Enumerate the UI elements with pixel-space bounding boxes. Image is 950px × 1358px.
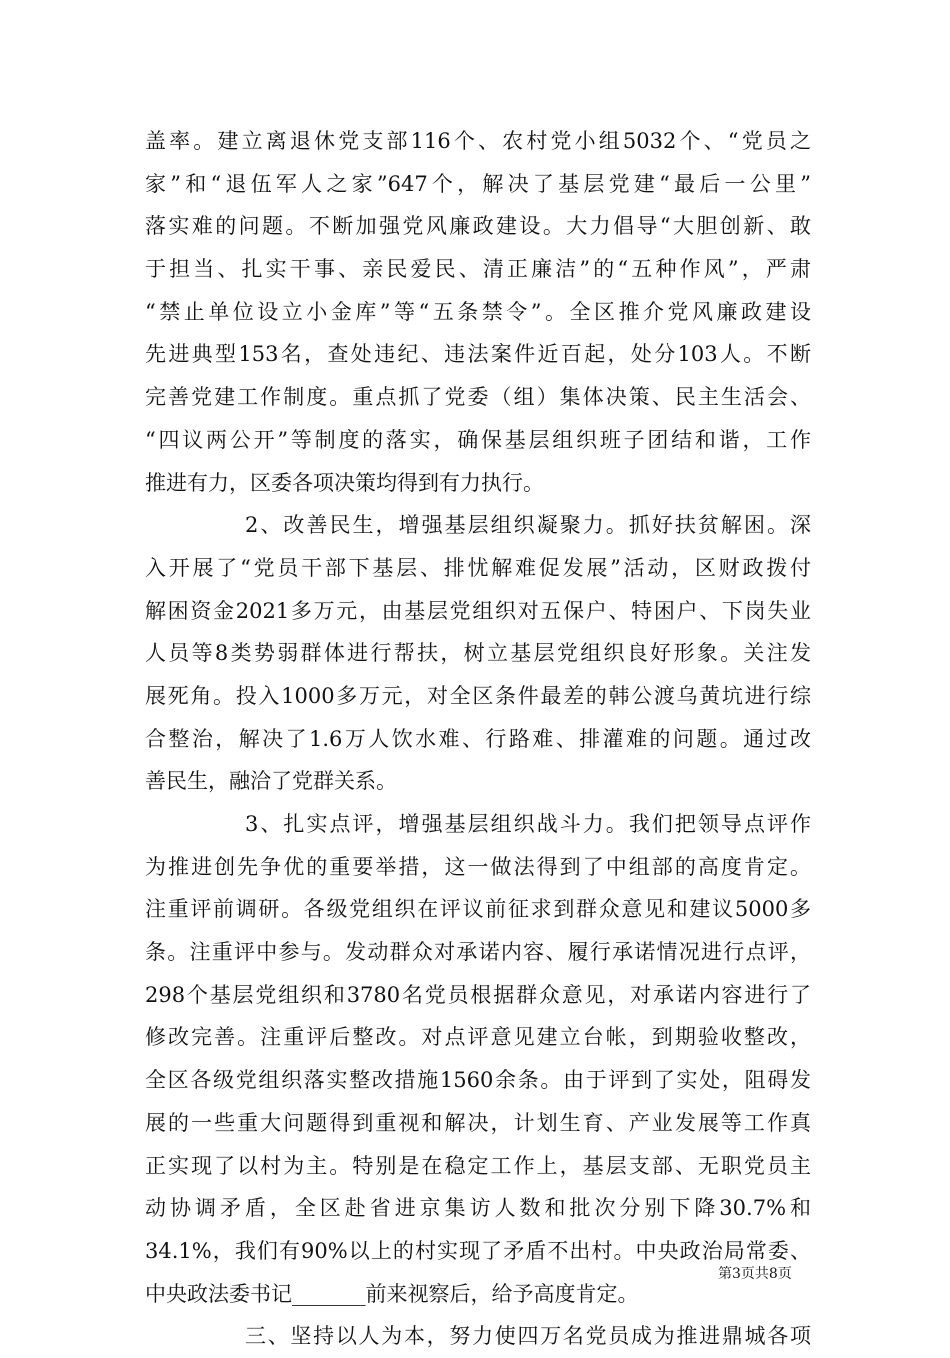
text-line: 全区各级党组织落实整改措施1560余条。由于评到了实处，阻碍发 [145, 1068, 811, 1093]
text-line: 推进有力，区委各项决策均得到有力执行。 [145, 470, 544, 495]
text-line: 落实难的问题。不断加强党风廉政建设。大力倡导“大胆创新、敢 [145, 214, 811, 239]
text-line: 条。注重评中参与。发动群众对承诺内容、履行承诺情况进行点评， [145, 940, 811, 965]
text-line: 于担当、扎实干事、亲民爱民、清正廉洁”的“五种作风”，严肃 [145, 257, 811, 282]
text-line: 盖率。建立离退休党支部116个、农村党小组5032个、“党员之 [145, 129, 811, 153]
text-line: 三、坚持以人为本，努力使四万名党员成为推进鼎城各项 [245, 1324, 811, 1349]
text-line: 2、改善民生，增强基层组织凝聚力。抓好扶贫解困。深 [245, 513, 811, 538]
text-line: 修改完善。注重评后整改。对点评意见建立台帐，到期验收整改， [145, 1025, 811, 1050]
text-line: 入开展了“党员干部下基层、排忧解难促发展”活动，区财政拨付 [145, 555, 811, 580]
text-line: 为推进创先争优的重要举措，这一做法得到了中组部的高度肯定。 [145, 854, 811, 879]
text-line: 正实现了以村为主。特别是在稳定工作上，基层支部、无职党员主 [145, 1153, 811, 1178]
text-line: “禁止单位设立小金库”等“五条禁令”。全区推介党风廉政建设 [145, 299, 811, 324]
text-line: 动协调矛盾，全区赴省进京集访人数和批次分别下降30.7%和 [145, 1196, 811, 1221]
text-line: 善民生，融洽了党群关系。 [145, 769, 397, 794]
text-line: 展的一些重大问题得到重视和解决，计划生育、产业发展等工作真 [145, 1110, 811, 1135]
text-line: 34.1%，我们有90%以上的村实现了矛盾不出村。中央政治局常委、 [145, 1238, 811, 1263]
text-line: 298个基层党组织和3780名党员根据群众意见，对承诺内容进行了 [145, 982, 811, 1007]
text-line: 展死角。投入1000多万元，对全区条件最差的韩公渡乌黄坑进行综 [145, 683, 811, 708]
text-line: 先进典型153名，查处违纪、违法案件近百起，处分103人。不断 [145, 342, 811, 367]
text-line: 家”和“退伍军人之家”647个，解决了基层党建“最后一公里” [145, 171, 811, 196]
text-line: 完善党建工作制度。重点抓了党委（组）集体决策、民主生活会、 [145, 385, 811, 410]
body-text [145, 120, 811, 1358]
page-number: 第3页共8页 [718, 1266, 792, 1282]
text-line: “四议两公开”等制度的落实，确保基层组织班子团结和谐，工作 [145, 427, 811, 452]
text-line: 3、扎实点评，增强基层组织战斗力。我们把领导点评作 [245, 812, 811, 836]
text-line: 中央政法委书记_______前来视察后，给予高度肯定。 [145, 1281, 639, 1306]
text-line: 解困资金2021多万元，由基层党组织对五保户、特困户、下岗失业 [145, 598, 811, 623]
text-line: 人员等8类势弱群体进行帮扶，树立基层党组织良好形象。关注发 [145, 641, 811, 666]
text-line: 合整治，解决了1.6万人饮水难、行路难、排灌难的问题。通过改 [145, 726, 811, 751]
text-line: 注重评前调研。各级党组织在评议前征求到群众意见和建议5000多 [145, 897, 811, 922]
